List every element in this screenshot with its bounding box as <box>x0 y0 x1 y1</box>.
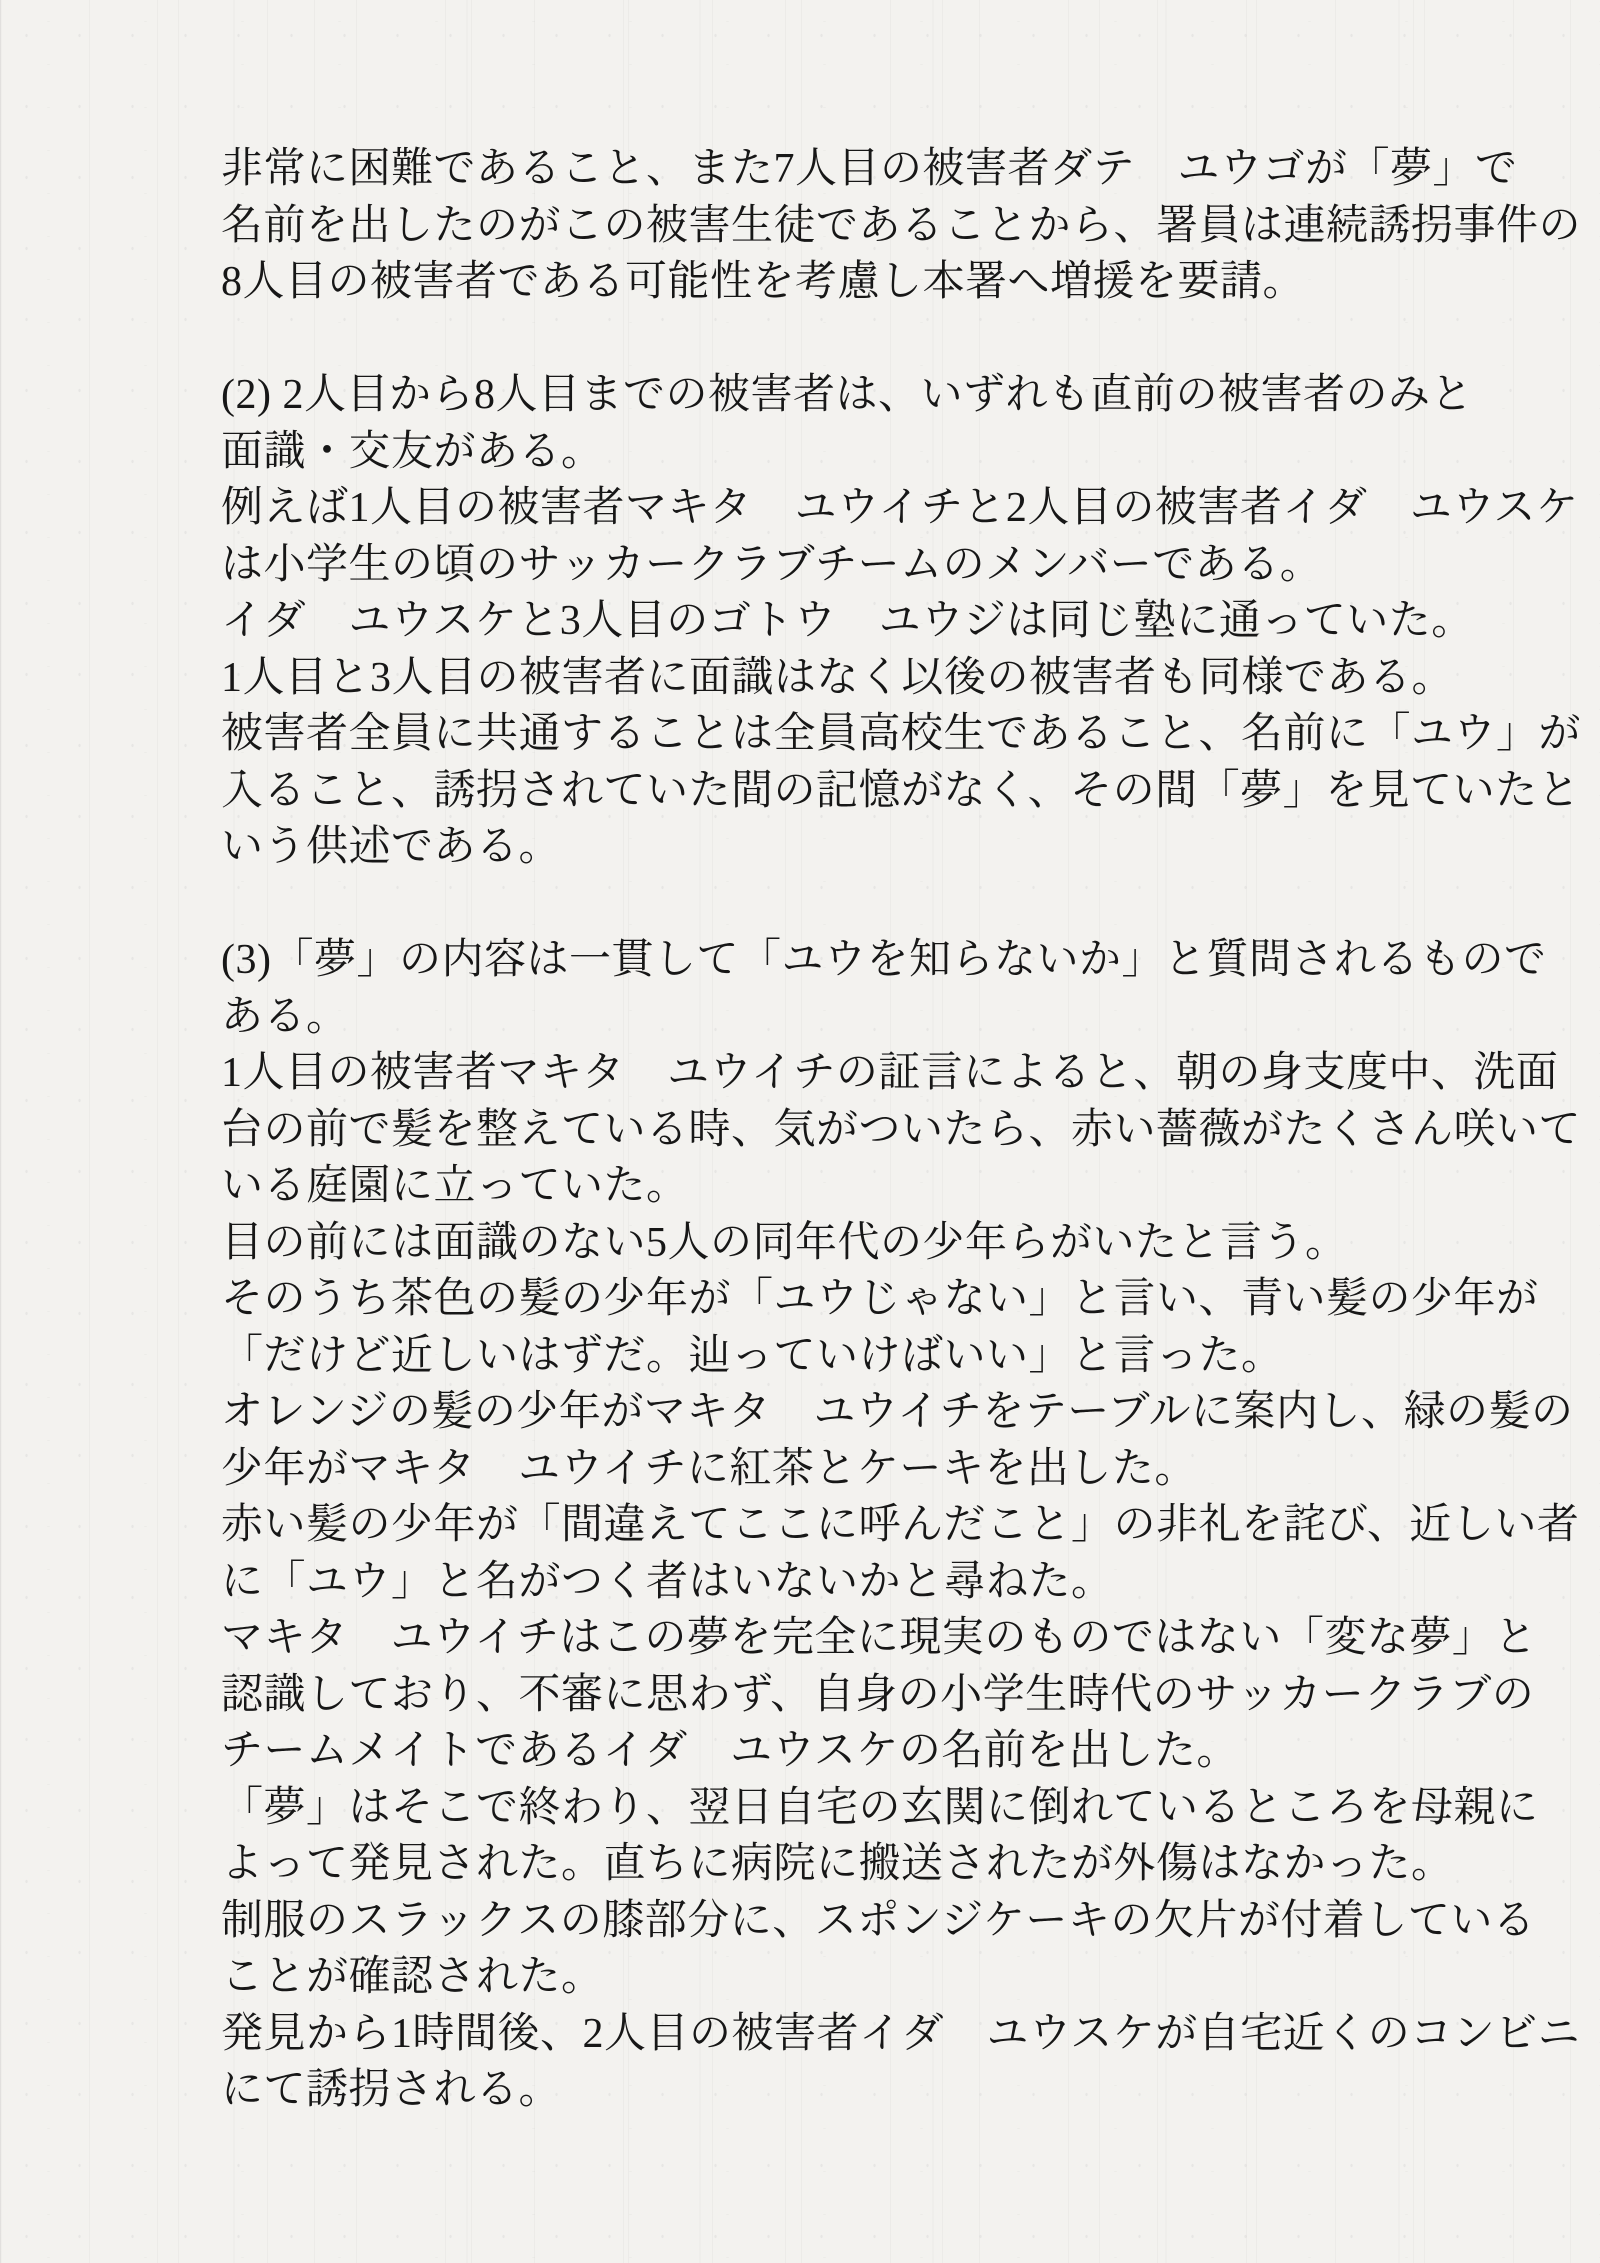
text-line: 面識・交友がある。 <box>221 428 604 475</box>
text-line: 「夢」はそこで終わり、翌日自宅の玄関に倒れているところを母親に <box>221 1784 1539 1831</box>
text-line: (3)「夢」の内容は一貫して「ユウを知らないか」と質問されるもので <box>221 937 1547 983</box>
text-line: 認識しており、不審に思わず、自身の小学生時代のサッカークラブの <box>221 1671 1535 1718</box>
text-line: 8人目の被害者である可能性を考慮し本署へ増援を要請。 <box>221 259 1306 305</box>
text-line: 非常に困難であること、また7人目の被害者ダテ ユウゴが「夢」で <box>221 146 1518 192</box>
text-line: 被害者全員に共通することは全員高校生であること、名前に「ユウ」が <box>221 711 1582 757</box>
text-line: 「だけど近しいはずだ。辿っていけばいい」と言った。 <box>221 1332 1284 1379</box>
text-line: 入ること、誘拐されていた間の記憶がなく、その間「夢」を見ていたと <box>221 767 1581 814</box>
text-line: 制服のスラックスの膝部分に、スポンジケーキの欠片が付着している <box>221 1897 1536 1944</box>
text-line: そのうち茶色の髪の少年が「ユウじゃない」と言い、青い髪の少年が <box>221 1276 1539 1322</box>
text-line: オレンジの髪の少年がマキタ ユウイチをテーブルに案内し、緑の髪の <box>221 1389 1574 1435</box>
document-body <box>221 141 1582 2119</box>
text-line: チームメイトであるイダ ユウスケの名前を出した。 <box>221 1728 1239 1774</box>
text-line: 例えば1人目の被害者マキタ ユウイチと2人目の被害者イダ ユウスケ <box>221 485 1579 531</box>
text-line: 少年がマキタ ユウイチに紅茶とケーキを出した。 <box>221 1445 1197 1492</box>
text-line: にて誘拐される。 <box>221 2067 562 2113</box>
text-line: マキタ ユウイチはこの夢を完全に現実のものではない「変な夢」と <box>221 1615 1537 1661</box>
text-line: 目の前には面識のない5人の同年代の少年らがいたと言う。 <box>221 1219 1348 1266</box>
text-line: 1人目の被害者マキタ ユウイチの証言によると、朝の身支度中、洗面 <box>221 1050 1559 1096</box>
text-line: 赤い髪の少年が「間違えてここに呼んだこと」の非礼を詫び、近しい者 <box>221 1502 1580 1548</box>
blank-line <box>221 311 1481 368</box>
text-line: は小学生の頃のサッカークラブチームのメンバーである。 <box>221 541 1323 588</box>
text-line: イダ ユウスケと3人目のゴトウ ユウジは同じ塾に通っていた。 <box>221 598 1474 644</box>
text-line: 名前を出したのがこの被害生徒であることから、署員は連続誘拐事件の <box>221 202 1582 249</box>
text-line: よって発見された。直ちに病院に搬送されたが外傷はなかった。 <box>221 1841 1454 1887</box>
text-line: ことが確認された。 <box>221 1954 604 2000</box>
text-line: 1人目と3人目の被害者に面識はなく以後の被害者も同様である。 <box>221 654 1455 701</box>
text-line: に「ユウ」と名がつく者はいないかと尋ねた。 <box>221 1558 1114 1605</box>
text-line: 発見から1時間後、2人目の被害者イダ ユウスケが自宅近くのコンビニ <box>221 2010 1581 2057</box>
text-line: (2) 2人目から8人目までの被害者は、いずれも直前の被害者のみと <box>221 372 1473 418</box>
text-line: ある。 <box>221 993 349 1040</box>
text-line: いる庭園に立っていた。 <box>221 1163 689 1209</box>
text-line: 台の前で髪を整えている時、気がついたら、赤い薔薇がたくさん咲いて <box>221 1106 1582 1153</box>
text-line: いう供述である。 <box>221 824 562 870</box>
blank-line <box>221 876 1481 933</box>
